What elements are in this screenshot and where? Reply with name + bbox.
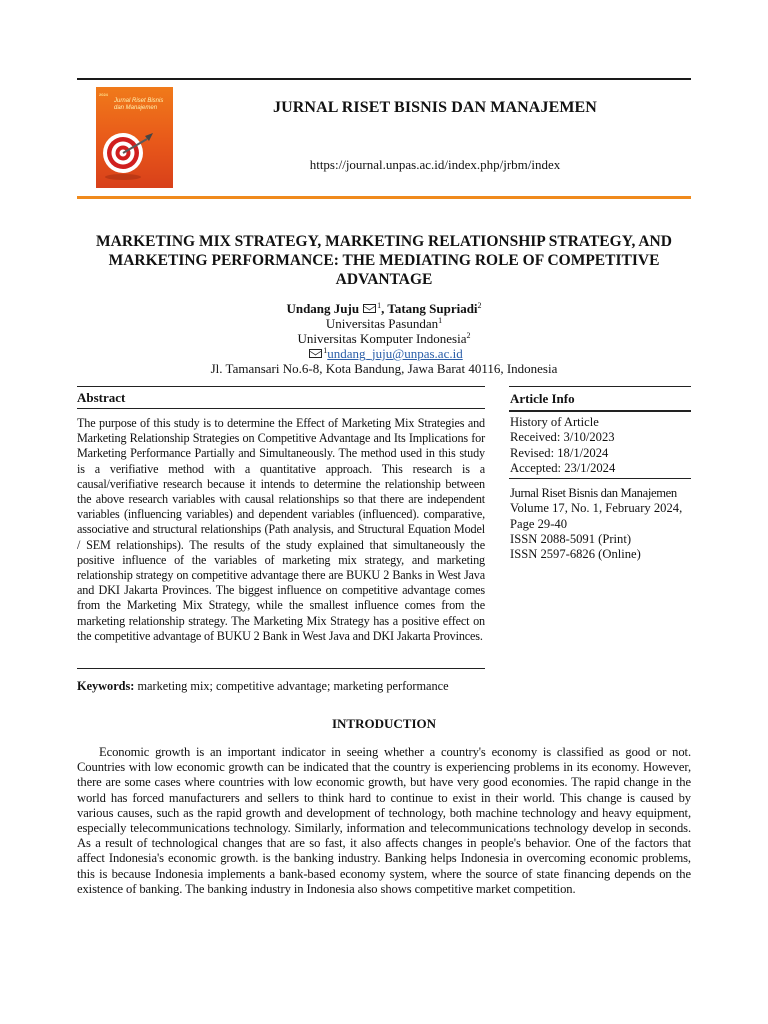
email-envelope-icon xyxy=(309,349,322,358)
address-line: Jl. Tamansari No.6-8, Kota Bandung, Jawa Barat 40116, Indonesia xyxy=(210,361,558,376)
cover-title: Jurnal Riset Bisnis dan Manajemen xyxy=(114,98,164,111)
article-info-heading-rule xyxy=(509,410,691,412)
affiliation-1-sup: 1 xyxy=(438,316,443,325)
target-dart-icon xyxy=(99,123,169,183)
author-email-link[interactable]: undang_juju@unpas.ac.id xyxy=(327,346,463,361)
author-1-sup: 1 xyxy=(377,301,382,310)
author-line xyxy=(77,301,691,316)
received-date: Received: 3/10/2023 xyxy=(510,430,615,445)
article-title: MARKETING MIX STRATEGY, MARKETING RELATIONSHIP STRATEGY, AND MARKETING PERFORMANCE: THE MEDIATING ROLE OF COMPETITIVE ADVANTAGE xyxy=(96,233,672,288)
keywords-text: marketing mix; competitive advantage; marketing performance xyxy=(134,679,449,693)
article-history xyxy=(510,415,695,476)
info-journal-name: Jurnal Riset Bisnis dan Manajemen xyxy=(510,486,677,500)
publication-info xyxy=(510,486,695,562)
abstract-bottom-rule xyxy=(77,668,485,669)
cover-year: 2024 xyxy=(99,92,108,97)
header-bottom-rule xyxy=(77,196,691,199)
affiliation-2-sup: 2 xyxy=(466,331,471,340)
keywords xyxy=(77,679,491,694)
info-issn-online: ISSN 2597-6826 (Online) xyxy=(510,547,641,562)
accepted-date: Accepted: 23/1/2024 xyxy=(510,460,616,475)
article-info-top-rule xyxy=(509,386,691,387)
info-volume: Volume 17, No. 1, February 2024, xyxy=(510,501,683,516)
history-label: History of Article xyxy=(510,415,599,429)
journal-cover-image xyxy=(96,87,173,188)
article-info-divider xyxy=(509,478,691,479)
author-1: Undang Juju xyxy=(286,301,360,316)
author-2-sup: 2 xyxy=(477,301,482,310)
affiliation-1-line xyxy=(77,316,691,331)
affiliation-1: Universitas Pasundan xyxy=(325,316,439,331)
affiliation-2: Universitas Komputer Indonesia xyxy=(297,331,467,346)
abstract-heading-rule xyxy=(77,408,485,409)
author-block xyxy=(77,301,691,376)
author-2: , Tatang Supriadi xyxy=(381,301,478,316)
introduction-heading: INTRODUCTION xyxy=(331,716,436,731)
revised-date: Revised: 18/1/2024 xyxy=(510,445,609,460)
introduction-paragraph: Economic growth is an important indicator in seeing whether a country's economy is classified as good or not. Countries with low economic growth can be indicated that the country is experiencing problems in its economy. However, there are some cases where countries with low economic growth, but have very good economies. The rapid change in the world has forced manufacturers and sellers to think hard to continue to exist in their world. This change is caused by various causes, such as the rapid growth and development of technology, both machine technology and heavy equipment, especially telecommunications technology. Similarly, information and telecommunications technology develop in seconds. As a result of technological changes that are so fast, it also affects changes in people's behavior. One of the factors that affect Indonesia's economic growth. is the banking industry. Banking helps Indonesia in overcoming economic problems, this is because Indonesia implements a bank-based economy system, where the source of state financing depends on the existence of banking. The banking industry in Indonesia also shows competitive market competition. xyxy=(77,745,691,896)
journal-title: JURNAL RISET BISNIS DAN MANAJEMEN xyxy=(273,99,597,116)
header-top-rule xyxy=(77,78,691,80)
abstract-heading: Abstract xyxy=(77,390,126,405)
abstract-top-rule xyxy=(77,386,485,387)
affiliation-2-line xyxy=(77,331,691,346)
email-sup: 1 xyxy=(323,346,328,355)
email-envelope-icon xyxy=(363,304,376,313)
info-pages: Page 29-40 xyxy=(510,516,568,531)
email-line xyxy=(77,346,691,361)
journal-url[interactable]: https://journal.unpas.ac.id/index.php/jrbm/index xyxy=(309,157,561,172)
info-issn-print: ISSN 2088-5091 (Print) xyxy=(510,531,632,546)
article-info-heading: Article Info xyxy=(510,391,575,406)
keywords-label: Keywords: xyxy=(77,679,135,693)
abstract-text: The purpose of this study is to determine the Effect of Marketing Mix Strategies and Marketing Relationship Strategies on Competitive Advantage and Its Implications for Marketing Performance Partially and Simultaneously. The method used in this study is a verifiative method with a quantitative approach. This research is a causal/verifiative research because it intends to determine the relationship between the above research variables with causal relationships so that there are independent variables (influencing variables) and dependent variables (influenced). comparative, associative and structural relationships (Path analysis, and Structural Equation Model / SEM relationships). The results of the study explained that simultaneously the positive influence of the variables of marketing mix strategy, and marketing relationship strategy on competitive advantage there are BUKU 2 Banks in West Java and DKI Jakarta Provinces. The biggest influence on competitive advantage comes from the Marketing Mix Strategy, while the smallest influence comes from the marketing relationship strategy. The Marketing Mix Strategy has a positive effect on the competitive advantage of BUKU 2 Bank in West Java and DKI Jakarta Provinces. xyxy=(77,416,485,643)
